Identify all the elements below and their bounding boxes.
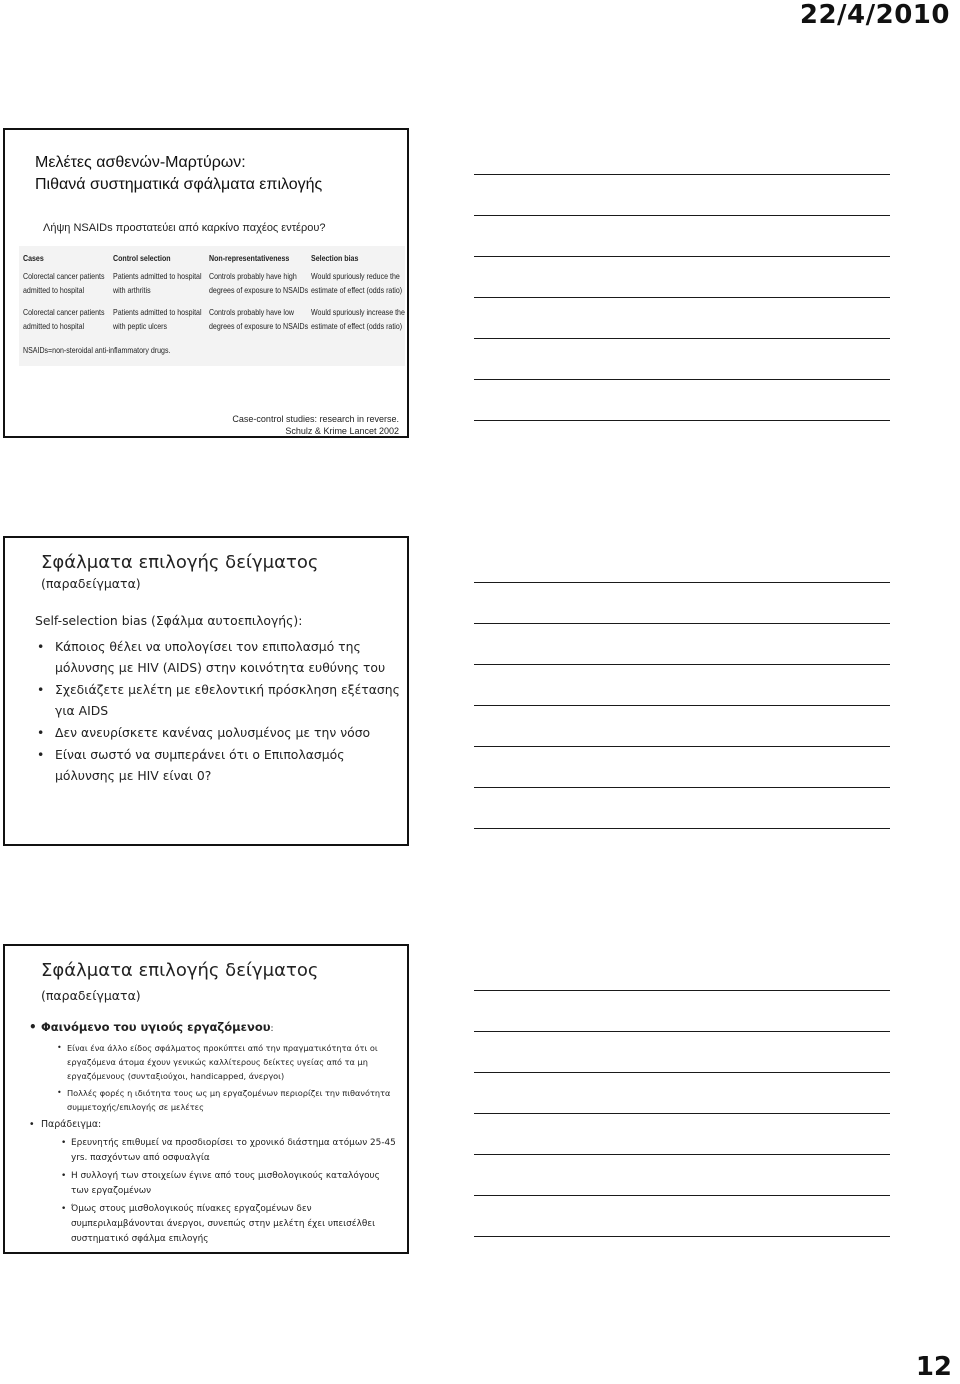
slide-3-body xyxy=(29,1018,399,1247)
table-cell: Patients admitted to hospital xyxy=(113,307,202,317)
table-header-cases: Cases xyxy=(23,253,44,263)
selection-bias-table xyxy=(19,246,405,366)
list-item: • Πολλές φορές η ιδιότητα τους ως μη εργαζομένων περιορίζει την πιθανότητα συμμετοχής/επιλογής σε μελέτες xyxy=(29,1086,399,1114)
list-item: • Είναι σωστό να συμπεράνει ότι ο Επιπολασμός μόλυνσης με HIV είναι 0? xyxy=(35,744,401,786)
list-item: • Σχεδιάζετε μελέτη με εθελοντική πρόσκληση εξέτασης για AIDS xyxy=(35,679,401,721)
list-item: • Ερευνητής επιθυμεί να προσδιορίσει το χρονικό διάστημα ατόμων 25-45 yrs. πασχόντων από οσφυαλγία xyxy=(29,1136,399,1166)
slide-1-title: Μελέτες ασθενών-Μαρτύρων: Πιθανά συστηματικά σφάλματα επιλογής xyxy=(35,154,323,193)
table-header-bias: Selection bias xyxy=(311,253,359,263)
table-cell: degrees of exposure to NSAIDs xyxy=(209,285,309,295)
table-cell: Would spuriously increase the xyxy=(311,307,405,317)
note-line xyxy=(474,215,890,216)
table-cell: Controls probably have high xyxy=(209,271,297,281)
slide-3-title: Σφάλματα επιλογής δείγματος xyxy=(41,960,319,981)
citation-title: Case-control studies: research in reverse. xyxy=(232,414,399,424)
note-line xyxy=(474,338,890,339)
note-line xyxy=(474,420,890,421)
healthy-worker-heading: • Φαινόμενο του υγιούς εργαζόμενου: xyxy=(29,1018,399,1038)
note-line xyxy=(474,990,890,991)
table-cell: estimate of effect (odds ratio) xyxy=(311,321,403,331)
slide-2-body xyxy=(35,612,401,787)
table-cell: Would spuriously reduce the xyxy=(311,271,400,281)
self-selection-heading: Self-selection bias (Σφάλμα αυτοεπιλογής): xyxy=(35,613,303,628)
note-line xyxy=(474,379,890,380)
slide-2-bullets xyxy=(35,636,401,786)
slide-2-subtitle: (παραδείγματα) xyxy=(41,576,141,591)
table-cell: admitted to hospital xyxy=(23,285,85,295)
list-item: • Είναι ένα άλλο είδος σφάλματος προκύπτει από την πραγματικότητα ότι οι εργαζόμενα άτομα έχουν γενικώς καλλίτερους δείκτες υγείας από τα μη εργαζόμενους (συνταξιούχοι, handicapped, άνεργοι) xyxy=(29,1041,399,1083)
example-heading: • Παράδειγμα: xyxy=(29,1117,399,1133)
slide-2-title: Σφάλματα επιλογής δείγματος xyxy=(41,552,319,573)
slide-3-subtitle: (παραδείγματα) xyxy=(41,988,141,1003)
note-line xyxy=(474,623,890,624)
header-date: 22/4/2010 xyxy=(799,0,950,30)
table-cell: with peptic ulcers xyxy=(113,321,168,331)
note-line xyxy=(474,174,890,175)
table-header-nonrep: Non-representativeness xyxy=(209,253,290,263)
table-cell: Colorectal cancer patients xyxy=(23,307,105,317)
note-line xyxy=(474,256,890,257)
page-number: 12 xyxy=(915,1352,952,1382)
table-cell: admitted to hospital xyxy=(23,321,85,331)
note-line xyxy=(474,297,890,298)
note-line xyxy=(474,1113,890,1114)
slide-1 xyxy=(3,128,409,438)
note-line xyxy=(474,1154,890,1155)
note-line xyxy=(474,1236,890,1237)
slide-2 xyxy=(3,536,409,846)
note-line xyxy=(474,1072,890,1073)
citation-source: Schulz & Krime Lancet 2002 xyxy=(285,426,399,436)
table-cell: with arthritis xyxy=(113,285,151,295)
slide-3 xyxy=(3,944,409,1254)
slide-1-subtitle: Λήψη NSAIDs προστατεύει από καρκίνο παχέος εντέρου? xyxy=(43,222,326,234)
table-cell: degrees of exposure to NSAIDs xyxy=(209,321,309,331)
note-line xyxy=(474,787,890,788)
note-line xyxy=(474,582,890,583)
table-cell: Colorectal cancer patients xyxy=(23,271,105,281)
table-footnote: NSAIDs=non-steroidal anti-inflammatory drugs. xyxy=(23,345,171,355)
table-cell: Controls probably have low xyxy=(209,307,295,317)
note-line xyxy=(474,705,890,706)
list-item: • Κάποιος θέλει να υπολογίσει τον επιπολασμό της μόλυνσης με HIV (AIDS) στην κοινότητα ευθύνης του xyxy=(35,636,401,678)
note-line xyxy=(474,1195,890,1196)
note-line xyxy=(474,664,890,665)
table-cell: estimate of effect (odds ratio) xyxy=(311,285,403,295)
note-line xyxy=(474,828,890,829)
table-header-control: Control selection xyxy=(113,253,171,263)
note-line xyxy=(474,746,890,747)
note-line xyxy=(474,1031,890,1032)
list-item: • Δεν ανευρίσκετε κανένας μολυσμένος με την νόσο xyxy=(35,722,401,743)
list-item: • Η συλλογή των στοιχείων έγινε από τους μισθολογικούς καταλόγους των εργαζομένων xyxy=(29,1169,399,1199)
table-cell: Patients admitted to hospital xyxy=(113,271,202,281)
list-item: • Όμως στους μισθολογικούς πίνακες εργαζομένων δεν συμπεριλαμβάνονται άνεργοι, συνεπώς στην μελέτη έχει υπεισέλθει συστηματικό σφάλμα επιλογής xyxy=(29,1202,399,1247)
